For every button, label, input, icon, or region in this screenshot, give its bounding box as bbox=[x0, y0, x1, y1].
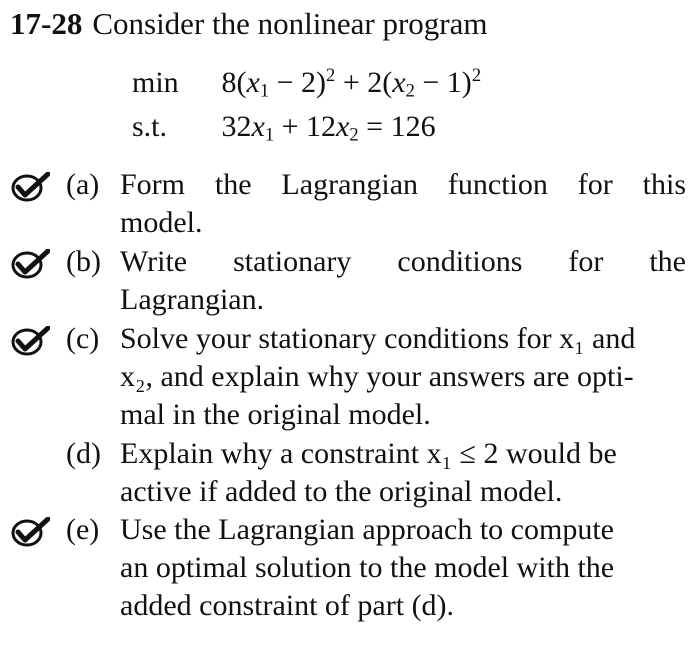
objective-label: min bbox=[132, 66, 179, 99]
checkmark-icon bbox=[10, 517, 50, 547]
part-text bbox=[120, 243, 686, 319]
part-line: Solve your stationary conditions for x₁ and bbox=[120, 322, 636, 355]
part-line: Explain why a constraint x₁ ≤ 2 would be bbox=[120, 437, 617, 470]
objective-expression: $8(x_1 - 2)^2 + 2(x_2 - 1)^2$ bbox=[221, 64, 482, 102]
checkmark-icon bbox=[10, 172, 50, 202]
part-text bbox=[120, 166, 686, 242]
part-text bbox=[120, 435, 686, 511]
constraint-expression: $32x_1 + 12x_2 = 126$ bbox=[221, 110, 436, 146]
part-line: Form the Lagrangian function for this bbox=[120, 168, 686, 201]
part-line: Write stationary conditions for the bbox=[120, 245, 686, 278]
part-text bbox=[120, 511, 686, 625]
part-label: (c) bbox=[66, 322, 100, 355]
part-line: Lagrangian. bbox=[120, 283, 265, 316]
part-line: an optimal solution to the model with the bbox=[120, 551, 615, 584]
part-line: mal in the original model. bbox=[120, 398, 431, 431]
part-line: Use the Lagrangian approach to compute bbox=[120, 513, 614, 546]
part-label: (b) bbox=[66, 245, 101, 278]
part-label: (e) bbox=[66, 513, 100, 546]
part-label: (d) bbox=[66, 437, 101, 470]
checkmark-icon bbox=[10, 326, 50, 356]
part-line: model. bbox=[120, 206, 203, 239]
problem-heading bbox=[10, 4, 487, 44]
part-label: (a) bbox=[66, 168, 100, 201]
part-text bbox=[120, 320, 686, 434]
checkmark-icon bbox=[10, 249, 50, 279]
part-line: active if added to the original model. bbox=[120, 475, 563, 508]
part-line: added constraint of part (d). bbox=[120, 589, 455, 622]
part-line: x₂, and explain why your answers are opti- bbox=[120, 360, 634, 393]
constraint-row bbox=[132, 108, 436, 146]
problem-number: 17-28 bbox=[10, 6, 83, 41]
objective-row bbox=[132, 64, 481, 102]
constraint-rhs: 126 bbox=[390, 110, 436, 143]
constraint-label: s.t. bbox=[132, 110, 168, 143]
problem-intro: Consider the nonlinear program bbox=[92, 6, 488, 41]
